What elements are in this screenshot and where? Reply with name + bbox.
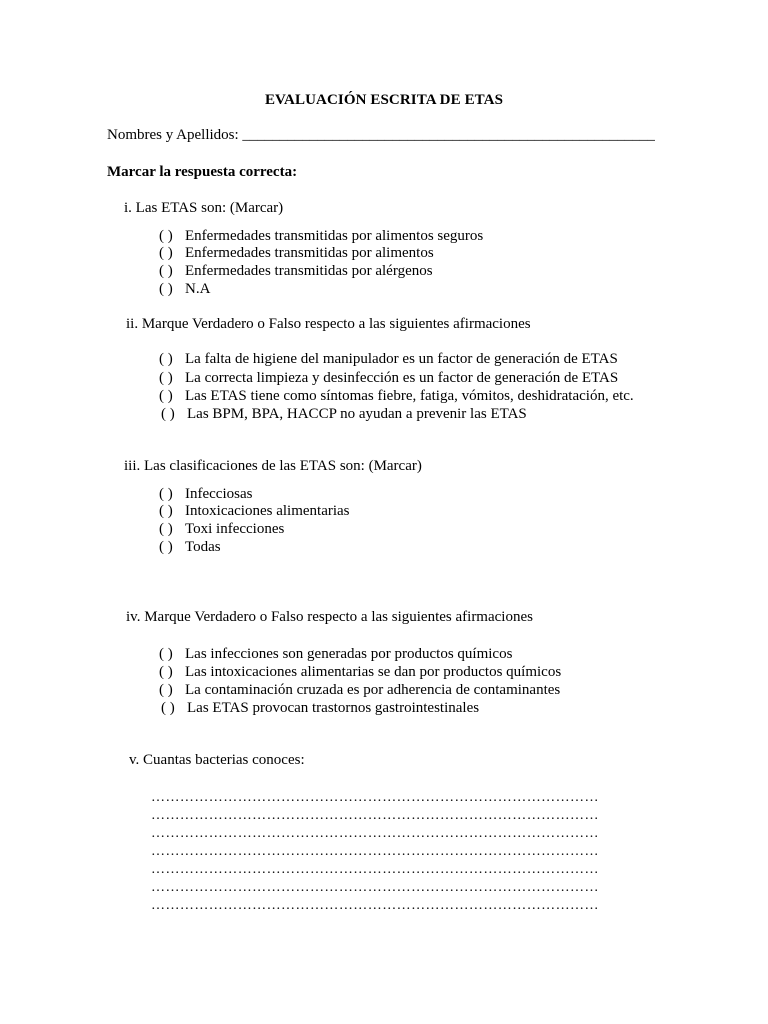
option-text: Las BPM, BPA, HACCP no ayudan a prevenir las ETAS xyxy=(187,406,527,422)
answer-checkbox[interactable]: ( ) xyxy=(159,521,173,537)
option-item[interactable] xyxy=(161,405,527,423)
answer-line[interactable]: ………………………………………………………………………………… xyxy=(151,790,599,805)
option-item[interactable] xyxy=(159,538,221,556)
option-text: Todas xyxy=(185,539,221,555)
option-item[interactable] xyxy=(159,387,634,405)
answer-checkbox[interactable]: ( ) xyxy=(159,351,173,367)
option-item[interactable] xyxy=(159,485,252,503)
answer-checkbox[interactable]: ( ) xyxy=(159,388,173,404)
option-text: Intoxicaciones alimentarias xyxy=(185,503,350,519)
option-text: Las intoxicaciones alimentarias se dan por productos químicos xyxy=(185,664,562,680)
question-3: iii. Las clasificaciones de las ETAS son: (Marcar) xyxy=(124,458,422,474)
answer-checkbox[interactable]: ( ) xyxy=(159,539,173,555)
answer-line[interactable]: ………………………………………………………………………………… xyxy=(151,844,599,859)
option-item[interactable] xyxy=(159,280,210,298)
answer-checkbox[interactable]: ( ) xyxy=(159,263,173,279)
answer-checkbox[interactable]: ( ) xyxy=(159,228,173,244)
name-blank[interactable]: _______________________________________________________ xyxy=(242,127,655,143)
answer-checkbox[interactable]: ( ) xyxy=(159,370,173,386)
answer-line[interactable]: ………………………………………………………………………………… xyxy=(151,808,599,823)
option-text: Enfermedades transmitidas por alimentos xyxy=(185,245,434,261)
option-text: Enfermedades transmitidas por alérgenos xyxy=(185,263,433,279)
answer-checkbox[interactable]: ( ) xyxy=(159,281,173,297)
option-item[interactable] xyxy=(159,645,512,663)
instruction-heading: Marcar la respuesta correcta: xyxy=(107,164,298,180)
answer-line[interactable]: ………………………………………………………………………………… xyxy=(151,898,599,913)
answer-checkbox[interactable]: ( ) xyxy=(159,503,173,519)
answer-checkbox[interactable]: ( ) xyxy=(161,406,175,422)
option-item[interactable] xyxy=(159,262,433,280)
answer-checkbox[interactable]: ( ) xyxy=(159,245,173,261)
option-text: La correcta limpieza y desinfección es un factor de generación de ETAS xyxy=(185,370,619,386)
option-item[interactable] xyxy=(159,502,350,520)
option-text: N.A xyxy=(185,281,211,297)
question-4: iv. Marque Verdadero o Falso respecto a las siguientes afirmaciones xyxy=(126,609,533,625)
answer-line[interactable]: ………………………………………………………………………………… xyxy=(151,880,599,895)
answer-checkbox[interactable]: ( ) xyxy=(159,682,173,698)
option-text: La contaminación cruzada es por adherencia de contaminantes xyxy=(185,682,561,698)
name-field-line[interactable] xyxy=(107,127,655,144)
option-text: Las ETAS tiene como síntomas fiebre, fatiga, vómitos, deshidratación, etc. xyxy=(185,388,634,404)
option-text: Toxi infecciones xyxy=(185,521,285,537)
option-text: Las ETAS provocan trastornos gastrointestinales xyxy=(187,700,480,716)
question-1: i. Las ETAS son: (Marcar) xyxy=(124,200,284,216)
answer-line[interactable]: ………………………………………………………………………………… xyxy=(151,862,599,877)
option-text: La falta de higiene del manipulador es un factor de generación de ETAS xyxy=(185,351,618,367)
option-item[interactable] xyxy=(159,520,284,538)
question-2: ii. Marque Verdadero o Falso respecto a las siguientes afirmaciones xyxy=(126,316,531,332)
page-title: EVALUACIÓN ESCRITA DE ETAS xyxy=(264,92,504,108)
name-label: Nombres y Apellidos: xyxy=(107,127,239,143)
option-item[interactable] xyxy=(159,663,561,681)
option-text: Las infecciones son generadas por productos químicos xyxy=(185,646,513,662)
answer-checkbox[interactable]: ( ) xyxy=(159,664,173,680)
option-text: Infecciosas xyxy=(185,486,253,502)
option-item[interactable] xyxy=(159,227,483,245)
option-item[interactable] xyxy=(159,369,618,387)
answer-checkbox[interactable]: ( ) xyxy=(159,646,173,662)
option-text: Enfermedades transmitidas por alimentos seguros xyxy=(185,228,484,244)
option-item[interactable] xyxy=(159,244,434,262)
answer-checkbox[interactable]: ( ) xyxy=(161,700,175,716)
answer-line[interactable]: ………………………………………………………………………………… xyxy=(151,826,599,841)
option-item[interactable] xyxy=(159,350,618,368)
answer-checkbox[interactable]: ( ) xyxy=(159,486,173,502)
question-5: v. Cuantas bacterias conoces: xyxy=(129,752,305,768)
option-item[interactable] xyxy=(159,681,560,699)
option-item[interactable] xyxy=(161,699,479,717)
